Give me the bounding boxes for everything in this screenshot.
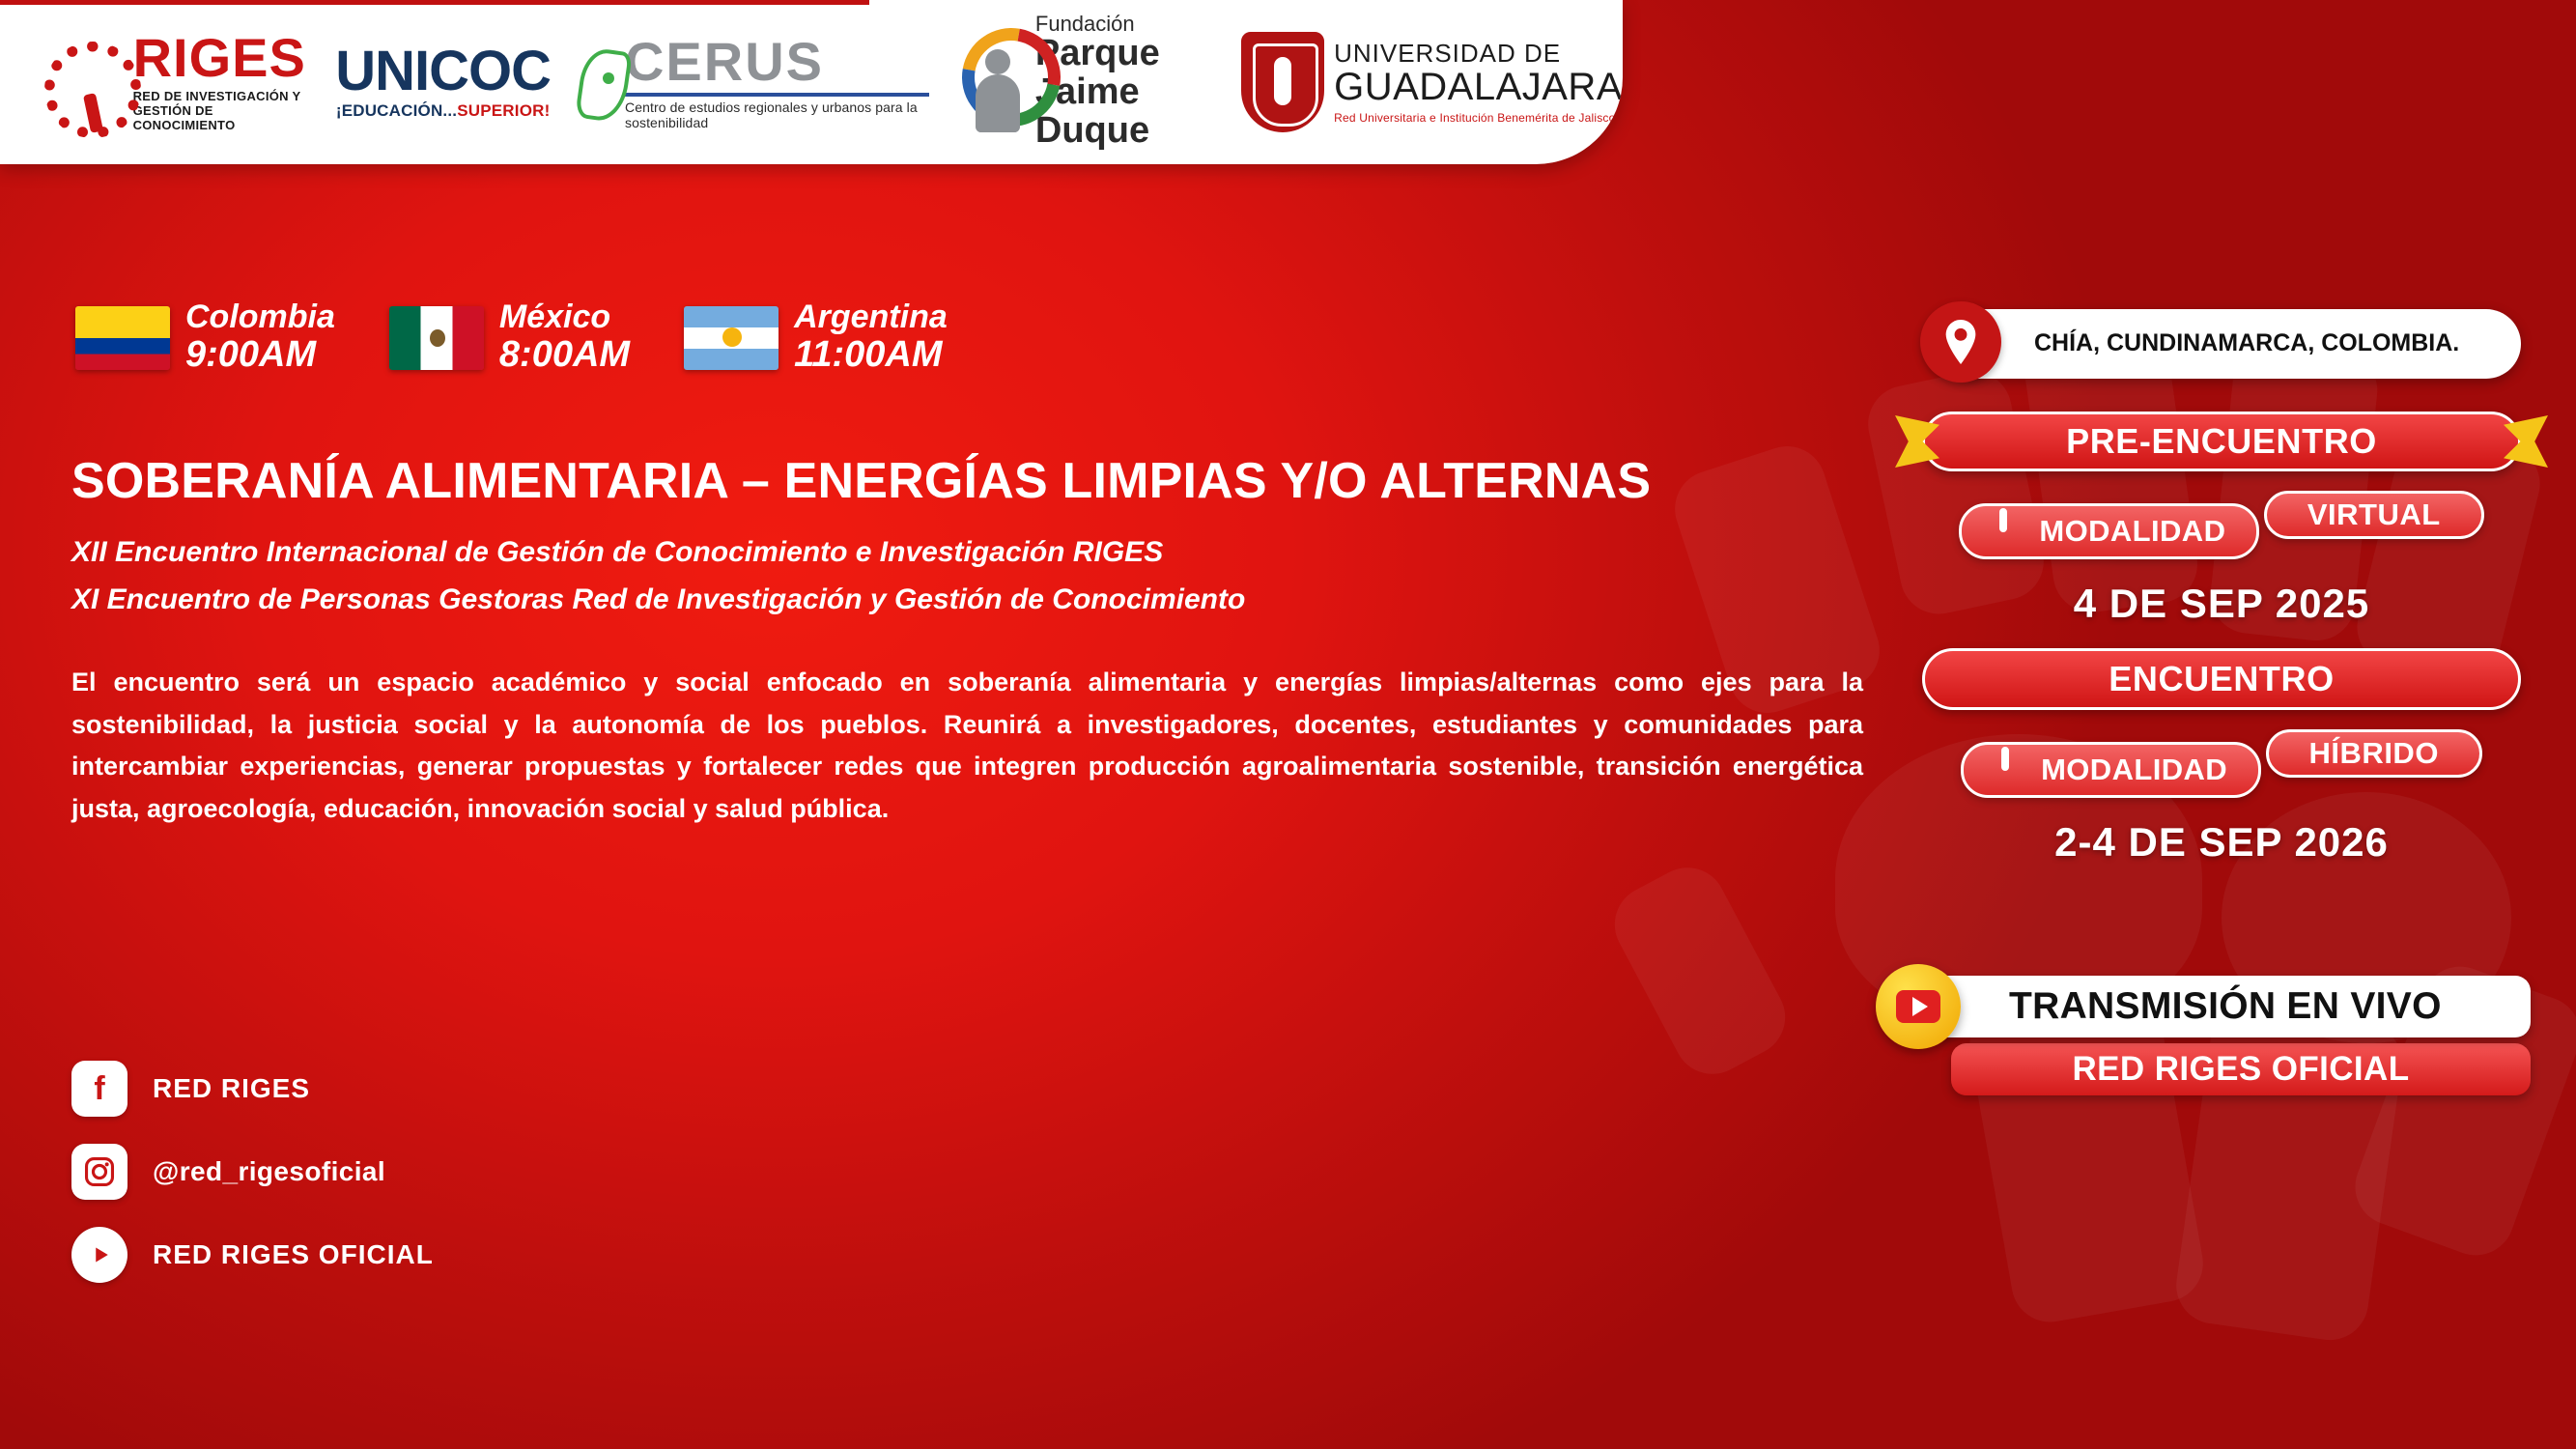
timezone-hour: 11:00AM [794,334,943,376]
udg-line2: GUADALAJARA [1334,66,1623,109]
riges-subtitle-line2: GESTIÓN DE CONOCIMIENTO [132,103,236,132]
cerus-rule [625,93,929,97]
pre-event-modality-value: VIRTUAL [2264,491,2484,539]
instagram-icon[interactable] [71,1144,127,1200]
colombia-flag-icon [75,306,170,370]
cerus-wordmark: CERUS [624,30,825,92]
event-modality-value: HÍBRIDO [2266,729,2482,778]
facebook-glyph: f [94,1069,105,1107]
list-item[interactable] [71,1061,434,1117]
social-links-list [71,1061,434,1283]
riges-subtitle-line1: RED DE INVESTIGACIÓN Y [132,89,301,104]
subtitle-secondary: XI Encuentro de Personas Gestoras Red de Investigación y Gestión de Conocimiento [71,583,1246,615]
unicoc-tagline-prefix: ¡EDUCACIÓN... [335,101,458,120]
pre-event-label: PRE-ENCUENTRO [2066,421,2377,461]
location-text: CHÍA, CUNDINAMARCA, COLOMBIA. [2034,329,2460,357]
timezones-row [75,299,948,376]
timezone-country: México [498,298,611,335]
pre-event-date: 4 DE SEP 2025 [2073,581,2370,626]
youtube-play-icon[interactable] [1876,964,1961,1049]
parque-jaime-duque-mark-icon [954,28,1026,136]
event-label: ENCUENTRO [2109,659,2335,698]
logo-bar [0,0,1623,164]
logo-unicoc [335,19,551,145]
unicoc-tagline [335,101,551,121]
live-stream-title: TRANSMISIÓN EN VIVO [2009,985,2442,1027]
pre-event-modality [1922,485,2521,559]
logo-cerus [574,19,929,145]
leaf-icon [574,45,617,119]
live-stream-channel: RED RIGES OFICIAL [2072,1050,2410,1088]
live-stream-block [1874,976,2531,1095]
decorative-shape [1601,854,1799,1088]
logo-bar-top-rule [0,0,869,5]
fpjd-line1: Fundación [1034,12,1135,37]
timezone-hour: 9:00AM [185,334,317,376]
fpjd-line2: Parque [1034,33,1160,74]
list-item[interactable] [71,1227,434,1283]
location-badge [1941,309,2521,379]
timezone-country: Colombia [185,298,335,335]
description-part-1: El encuentro será un espacio académico y social enfocado en [71,668,948,696]
event-info-column [1922,309,2521,866]
facebook-icon[interactable] [71,1061,127,1117]
event-badge [1922,648,2521,710]
mexico-flag-icon [389,306,484,370]
udg-line1: UNIVERSIDAD DE [1334,38,1562,68]
social-label-youtube: RED RIGES OFICIAL [153,1239,434,1269]
cerus-subtitle: Centro de estudios regionales y urbanos para la sostenibilidad [624,99,918,130]
list-item[interactable] [71,1144,434,1200]
udg-shield-icon [1241,32,1324,132]
timezone-item [389,299,630,376]
logo-parque-jaime-duque [954,12,1218,151]
unicoc-wordmark: UNICOC [335,40,552,102]
social-label-instagram: @red_rigesoficial [153,1156,386,1186]
subtitle-primary: XII Encuentro Internacional de Gestión de Conocimiento e Investigación RIGES [71,536,1164,568]
monitor-icon [1981,512,2025,551]
pre-event-ribbon [1922,412,2521,471]
social-label-facebook: RED RIGES [153,1073,311,1103]
timezone-item [75,299,335,376]
description-highlight: soberanía alimentaria y energías limpias/alternas [948,668,1598,696]
live-stream-title-badge [1932,976,2531,1037]
argentina-flag-icon [684,306,778,370]
monitor-icon [1983,751,2027,789]
udg-line3: Red Universitaria e Institución Benemérita de Jalisco [1334,111,1616,126]
youtube-icon[interactable] [71,1227,127,1283]
unicoc-tagline-suffix: SUPERIOR! [457,101,551,120]
pre-event-modality-label: MODALIDAD [2039,514,2226,548]
event-modality [1922,724,2521,798]
description-part-2: como ejes para la sostenibilidad, la justicia social y la autonomía de los pueblos. Reunirá a investigadores, docentes, estudiantes y comunidades para intercambiar experiencias, generar propuestas y fortalecer redes que integren producción agroalimentaria sostenible, transición energética justa, agroecología, educación, innovación social y salud pública. [71,668,1863,824]
location-pin-icon [1920,301,2001,383]
timezone-country: Argentina [794,298,948,335]
live-stream-channel-badge [1951,1043,2531,1095]
fpjd-line3: Jaime Duque [1034,71,1150,151]
riges-mark-icon [39,34,124,130]
description-paragraph [71,662,1863,831]
page-title: SOBERANÍA ALIMENTARIA – ENERGÍAS LIMPIAS Y/O ALTERNAS [71,453,1652,509]
logo-riges [39,19,310,145]
event-modality-label: MODALIDAD [2041,753,2228,786]
logo-universidad-guadalajara [1241,19,1623,145]
timezone-item [684,299,948,376]
riges-wordmark: RIGES [132,27,306,89]
timezone-hour: 8:00AM [498,334,631,376]
event-date: 2-4 DE SEP 2026 [2054,819,2389,865]
